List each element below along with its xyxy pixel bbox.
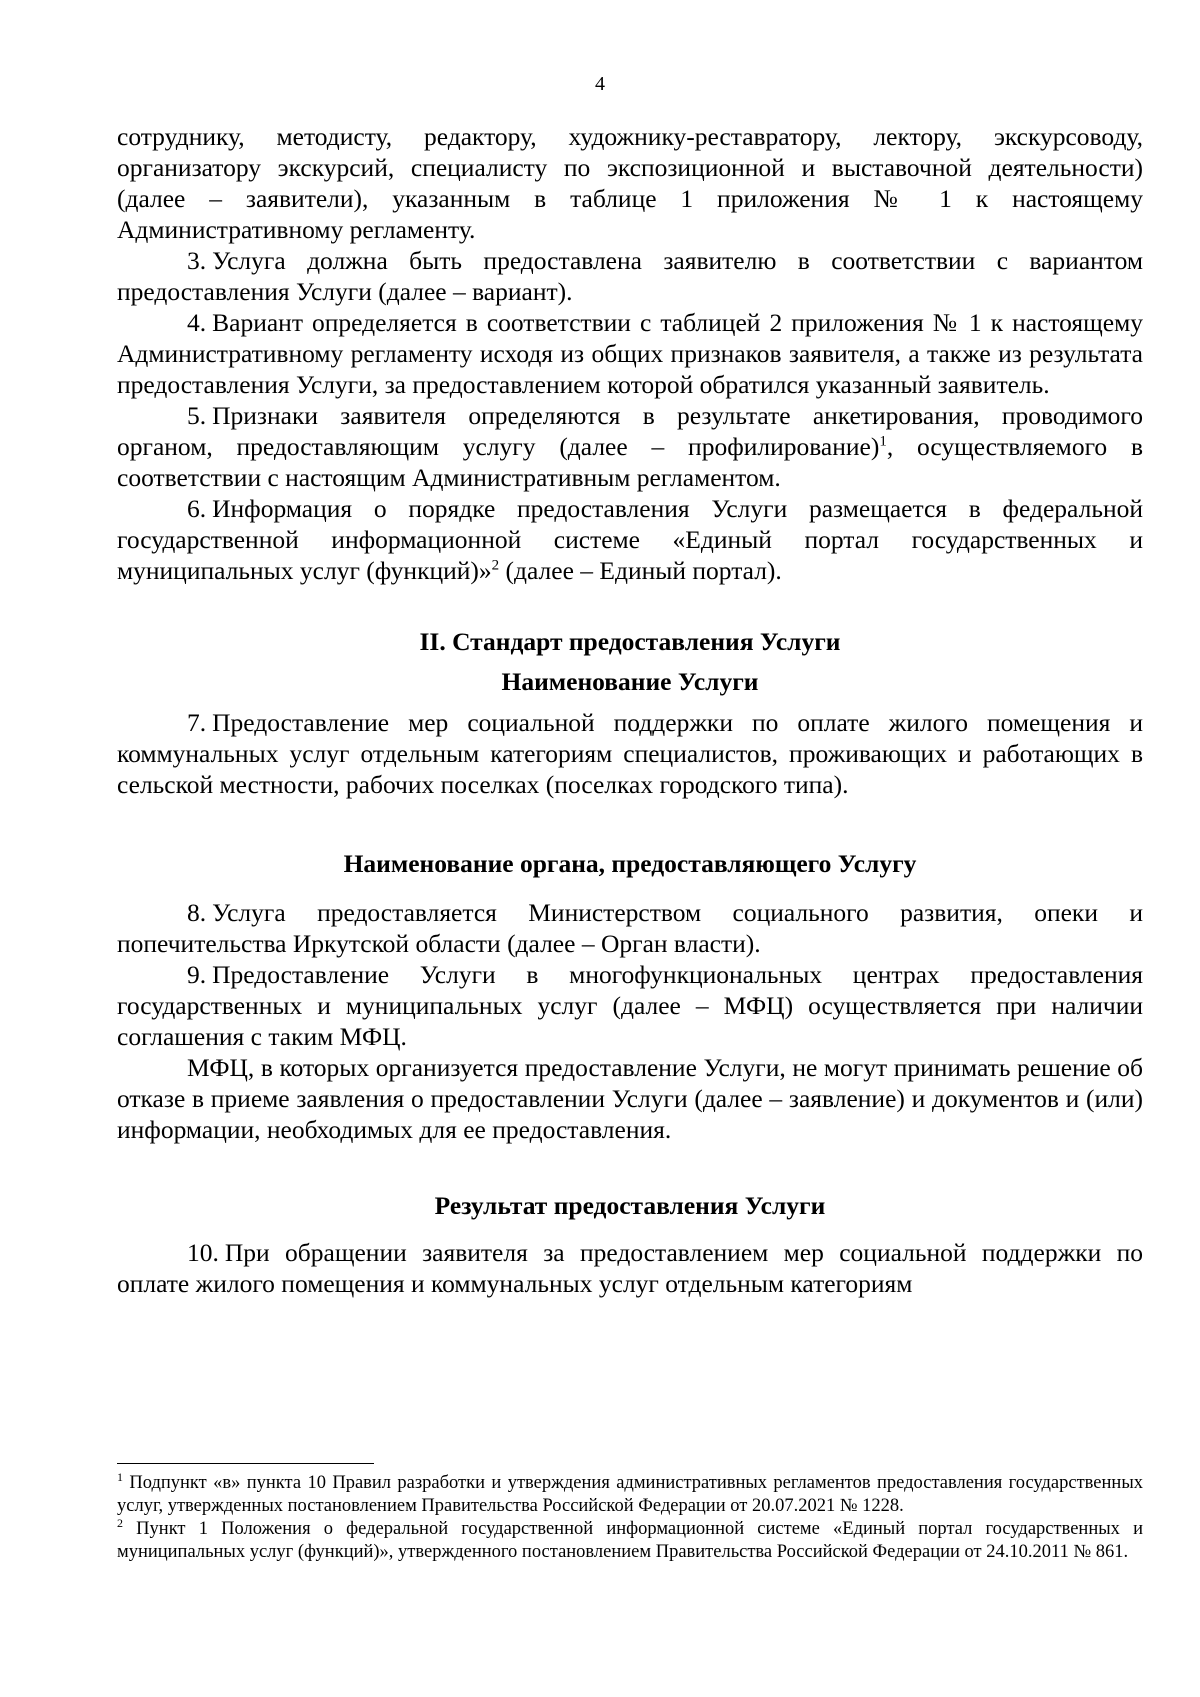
paragraph-text: При обращении заявителя за предоставлением мер социальной поддержки по оплате жилого помещения и коммунальных услуг отдельным категориям	[117, 1238, 1143, 1298]
paragraph-text: Признаки заявителя определяются в результате анкетирования, проводимого органом, предоставляющим услугу (далее – профилирование)	[117, 401, 1143, 461]
paragraph-text: Информация о порядке предоставления Услуги размещается в федеральной государственной информационной системе «Единый портал государственных и муниципальных услуг (функций)»	[117, 494, 1143, 585]
footnote-reference: 1	[879, 433, 887, 450]
paragraph-7	[117, 707, 1143, 800]
paragraph-number: 3.	[187, 246, 207, 275]
subsection-heading-organ: Наименование органа, предоставляющего Услугу	[343, 849, 917, 878]
paragraph-6	[117, 493, 1143, 586]
paragraph-9-continued: МФЦ, в которых организуется предоставление Услуги, не могут принимать решение об отказе в приеме заявления о предоставлении Услуги (далее – заявление) и документов и (или) информации, необходимых для ее предоставления.	[117, 1053, 1143, 1144]
subsection-heading-service-name: Наименование Услуги	[501, 667, 759, 696]
paragraph-continuation: сотруднику, методисту, редактору, художнику-реставратору, лектору, экскурсоводу, организатору экскурсий, специалисту по экспозиционной и выставочной деятельности) (далее – заявители), указанным в таблице 1 приложения № 1 к настоящему Административному регламенту.	[117, 122, 1143, 244]
paragraph-8	[117, 897, 1143, 959]
section-heading: II. Стандарт предоставления Услуги	[419, 627, 841, 656]
paragraph-text: Вариант определяется в соответствии с таблицей 2 приложения № 1 к настоящему Административному регламенту исходя из общих признаков заявителя, а также из результата предоставления Услуги, за предоставлением которой обратился указанный заявитель.	[117, 308, 1143, 399]
paragraph-number: 4.	[187, 308, 207, 337]
footnote-separator	[117, 1463, 374, 1464]
paragraph-9	[117, 959, 1143, 1052]
paragraph-number: 7.	[187, 708, 207, 737]
footnote-1	[117, 1469, 1143, 1518]
footnote-text: Пункт 1 Положения о федеральной государственной информационной системе «Единый портал государственных и муниципальных услуг (функций)», утвержденного постановлением Правительства Российской Федерации от 24.10.2011 № 861.	[117, 1519, 1143, 1562]
paragraph-10	[117, 1237, 1143, 1299]
paragraph-4	[117, 307, 1143, 400]
document-body	[117, 121, 1143, 1299]
paragraph-text: Предоставление Услуги в многофункциональных центрах предоставления государственных и муниципальных услуг (далее – МФЦ) осуществляется при наличии соглашения с таким МФЦ.	[117, 960, 1143, 1051]
paragraph-number: 6.	[187, 494, 207, 523]
paragraph-number: 9.	[187, 960, 207, 989]
page-number: 4	[595, 73, 605, 95]
footnote-text: Подпункт «в» пункта 10 Правил разработки и утверждения административных регламентов предоставления государственных услуг, утвержденных постановлением Правительства Российской Федерации от 20.07.2021 № 1228.	[117, 1473, 1143, 1516]
paragraph-text: (далее – Единый портал).	[499, 556, 782, 585]
paragraph-number: 10.	[187, 1238, 219, 1267]
footnote-mark: 2	[117, 1515, 123, 1530]
paragraph-text: Услуга должна быть предоставлена заявителю в соответствии с вариантом предоставления Услуги (далее – вариант).	[117, 246, 1143, 306]
footnotes	[117, 1469, 1143, 1564]
footnote-reference: 2	[491, 557, 500, 574]
paragraph-5	[117, 400, 1143, 493]
footnote-2	[117, 1515, 1143, 1564]
subsection-heading-result: Результат предоставления Услуги	[434, 1191, 826, 1220]
paragraph-text: Предоставление мер социальной поддержки по оплате жилого помещения и коммунальных услуг отдельным категориям специалистов, проживающих и работающих в сельской местности, рабочих поселках (поселках городского типа).	[117, 708, 1143, 799]
paragraph-text: , осуществляемого в соответствии с настоящим Административным регламентом.	[117, 432, 1143, 492]
paragraph-number: 8.	[187, 898, 207, 927]
paragraph-number: 5.	[187, 401, 207, 430]
footnote-mark: 1	[117, 1469, 123, 1484]
paragraph-3	[117, 245, 1143, 307]
paragraph-text: Услуга предоставляется Министерством социального развития, опеки и попечительства Иркутской области (далее – Орган власти).	[117, 898, 1143, 958]
